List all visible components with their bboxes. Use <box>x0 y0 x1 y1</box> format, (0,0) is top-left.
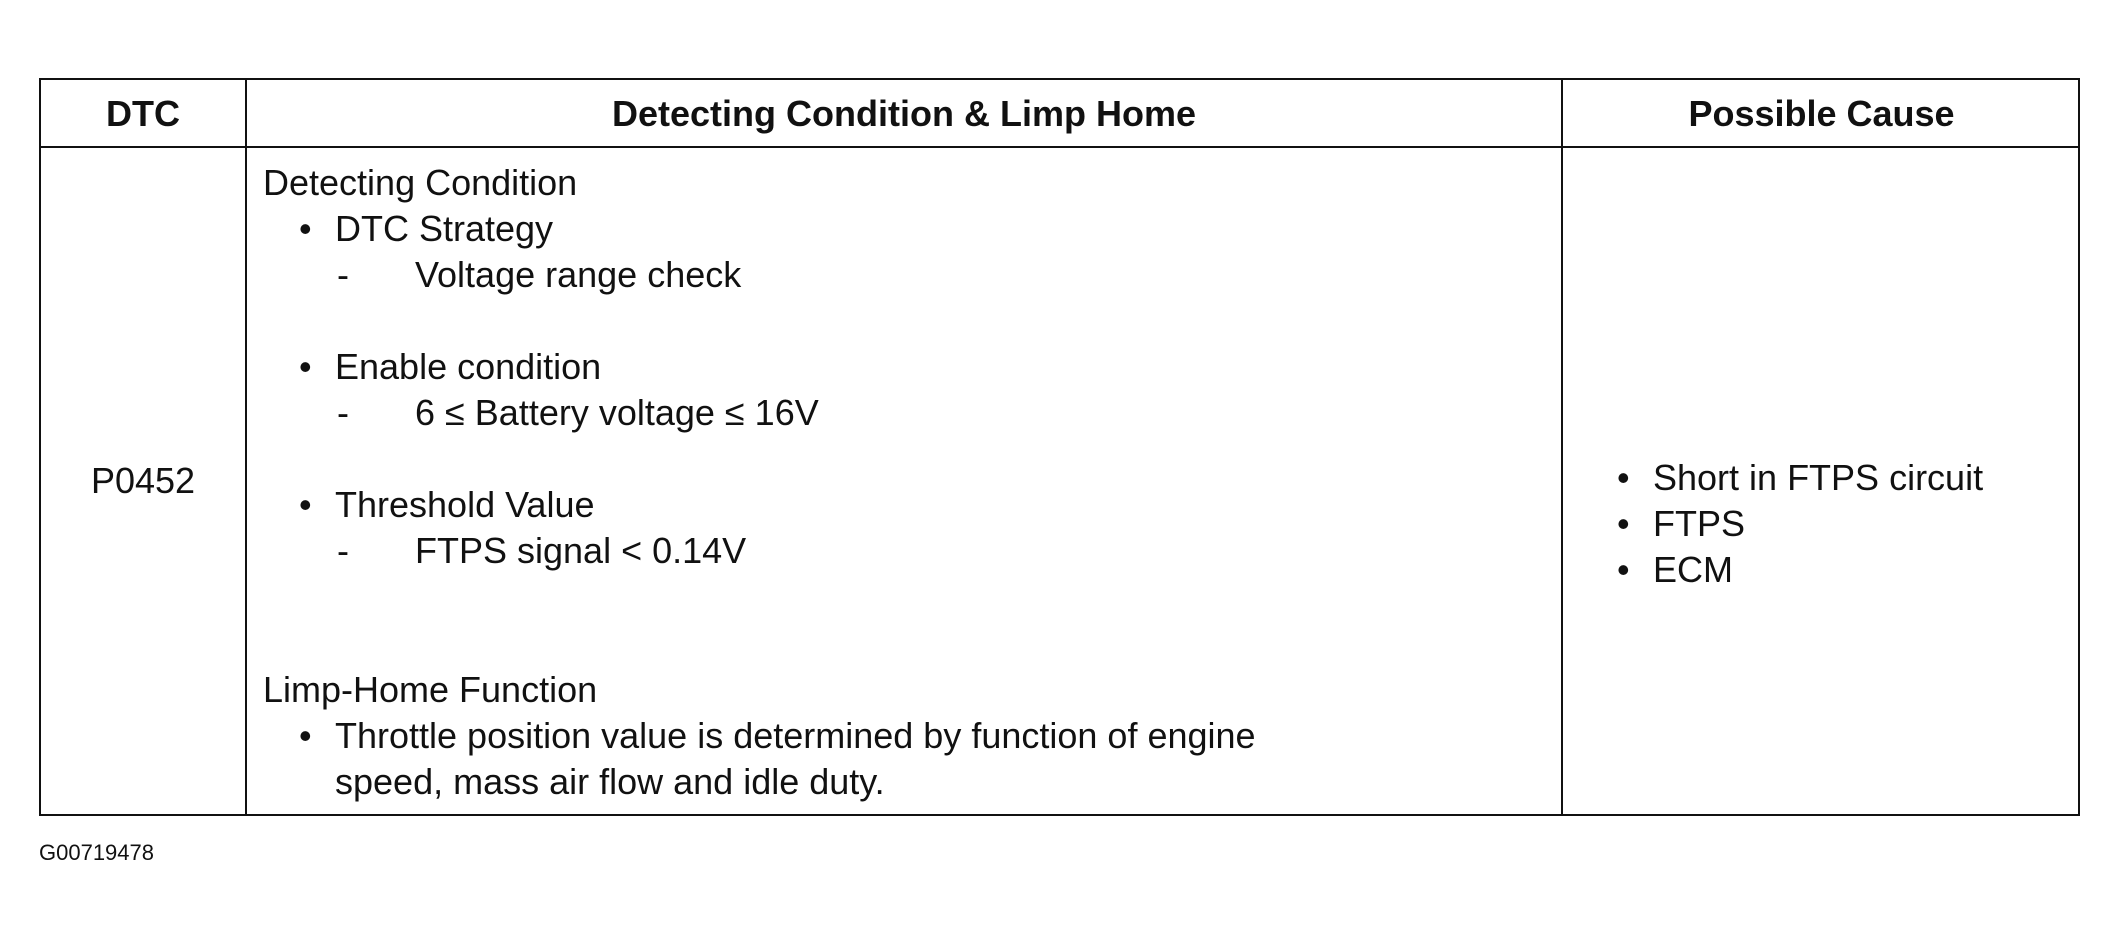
enable-label: Enable condition <box>335 346 602 387</box>
dtc-table <box>39 78 2080 816</box>
dtc-code: P0452 <box>90 460 196 501</box>
bullet-icon: • <box>299 346 312 387</box>
dash-marker: - <box>337 530 349 571</box>
limp-home-line-1: Throttle position value is determined by function of engine <box>335 715 1256 756</box>
cause-short-in-ftps: Short in FTPS circuit <box>1653 457 1984 498</box>
bullet-icon: • <box>299 484 312 525</box>
bullet-icon: • <box>1617 549 1630 590</box>
figure-id: G00719478 <box>39 840 154 865</box>
header-dtc: DTC <box>106 93 180 134</box>
strategy-label: DTC Strategy <box>335 208 554 249</box>
enable-detail: 6 ≤ Battery voltage ≤ 16V <box>415 392 819 433</box>
list-item-strategy <box>299 206 553 252</box>
dash-marker: - <box>337 254 349 295</box>
threshold-detail: FTPS signal < 0.14V <box>415 530 747 571</box>
dash-marker: - <box>337 392 349 433</box>
cause-item <box>1617 501 1745 547</box>
list-subitem-enable <box>337 390 819 436</box>
list-item-threshold <box>299 482 595 528</box>
limp-home-line-2: speed, mass air flow and idle duty. <box>335 761 885 802</box>
list-item-enable <box>299 344 601 390</box>
cause-ftps: FTPS <box>1653 503 1746 544</box>
list-subitem-strategy <box>337 252 741 298</box>
strategy-detail: Voltage range check <box>415 254 742 295</box>
column-divider <box>245 80 247 814</box>
list-subitem-threshold <box>337 528 746 574</box>
cause-item <box>1617 547 1733 593</box>
list-item-limp-home <box>299 713 1256 759</box>
detecting-condition-title: Detecting Condition <box>263 162 578 203</box>
header-possible-cause: Possible Cause <box>1688 93 1955 134</box>
bullet-icon: • <box>299 208 312 249</box>
threshold-label: Threshold Value <box>335 484 595 525</box>
bullet-icon: • <box>299 715 312 756</box>
column-divider <box>1561 80 1563 814</box>
cause-ecm: ECM <box>1653 549 1733 590</box>
header-detecting-condition: Detecting Condition & Limp Home <box>612 93 1196 134</box>
bullet-icon: • <box>1617 503 1630 544</box>
bullet-icon: • <box>1617 457 1630 498</box>
limp-home-title: Limp-Home Function <box>263 669 598 710</box>
cause-item <box>1617 455 1983 501</box>
